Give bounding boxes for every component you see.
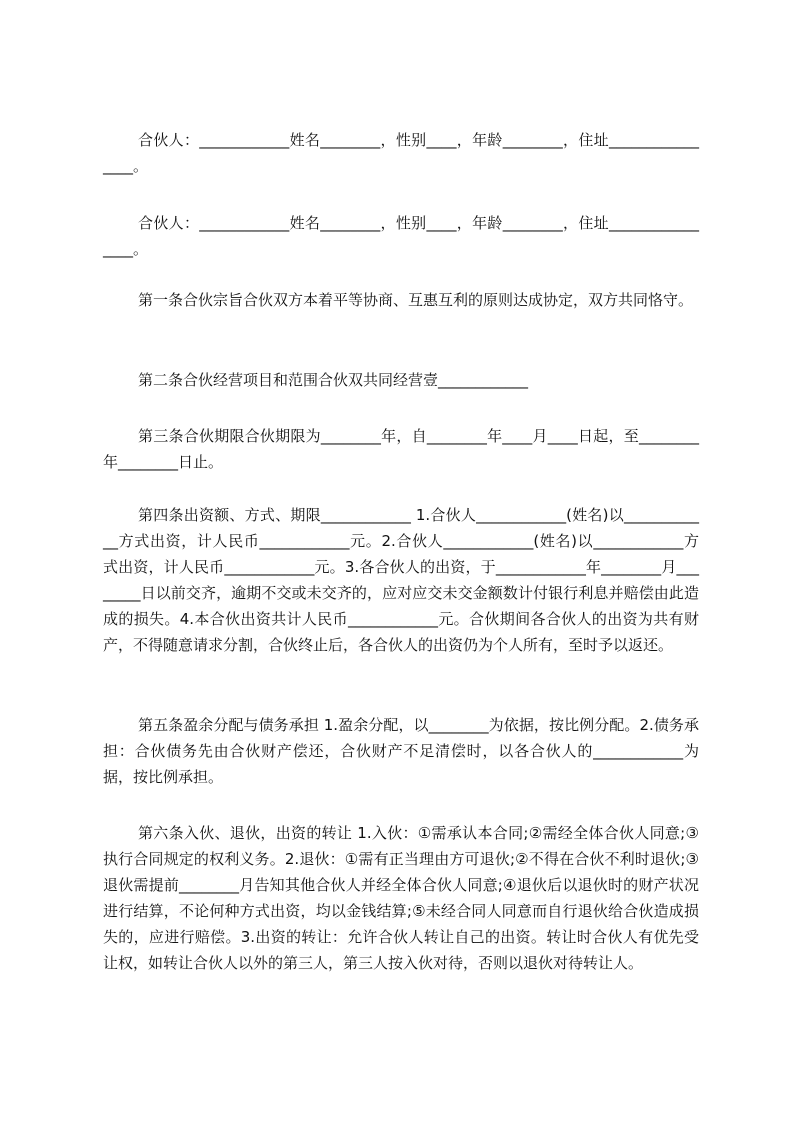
article-3-term: 第三条合伙期限合伙期限为________年，自________年____月____日起，至________年________日止。 [103,427,699,471]
partner-2-info: 合伙人：____________姓名________，性别____，年龄________，住址________________。 [103,214,699,258]
article-2-scope: 第二条合伙经营项目和范围合伙双共同经营壹____________ [138,371,529,389]
article-5-profit-debt: 第五条盈余分配与债务承担 1.盈余分配，以________为依据，按比例分配。2.债务承担：合伙债务先由合伙财产偿还，合伙财产不足清偿时，以各合伙人的____________为据，按比例承担。 [103,716,699,786]
article-4-contribution: 第四条出资额、方式、期限____________ 1.合伙人____________(姓名)以____________方式出资，计人民币____________元。2.合伙人____________(姓名)以____________方式出资，计人民币____________元。3.各合伙人的出资，于____________年________月________日以前交齐，逾期不交或未交齐的，应对应交未交金额数计付银行利息并赔偿由此造成的损失。4.本合伙出资共计人民币____________元。合伙期间各合伙人的出资为共有财产，不得随意请求分割，合伙终止后，各合伙人的出资仍为个人所有，至时予以返还。 [103,506,699,654]
partner-1-info: 合伙人：____________姓名________，性别____，年龄________，住址________________。 [103,131,699,175]
article-6-admission-withdrawal: 第六条入伙、退伙，出资的转让 1.入伙：①需承认本合同;②需经全体合伙人同意;③执行合同规定的权利义务。2.退伙：①需有正当理由方可退伙;②不得在合伙不利时退伙;③退伙需提前________月告知其他合伙人并经全体合伙人同意;④退伙后以退伙时的财产状况进行结算，不论何种方式出资，均以金钱结算;⑤未经合同人同意而自行退伙给合伙造成损失的，应进行赔偿。3.出资的转让：允许合伙人转让自己的出资。转让时合伙人有优先受让权，如转让合伙人以外的第三人，第三人按入伙对待，否则以退伙对待转让人。 [103,824,699,972]
article-1-purpose: 第一条合伙宗旨合伙双方本着平等协商、互惠互利的原则达成协定，双方共同恪守。 [138,291,694,309]
